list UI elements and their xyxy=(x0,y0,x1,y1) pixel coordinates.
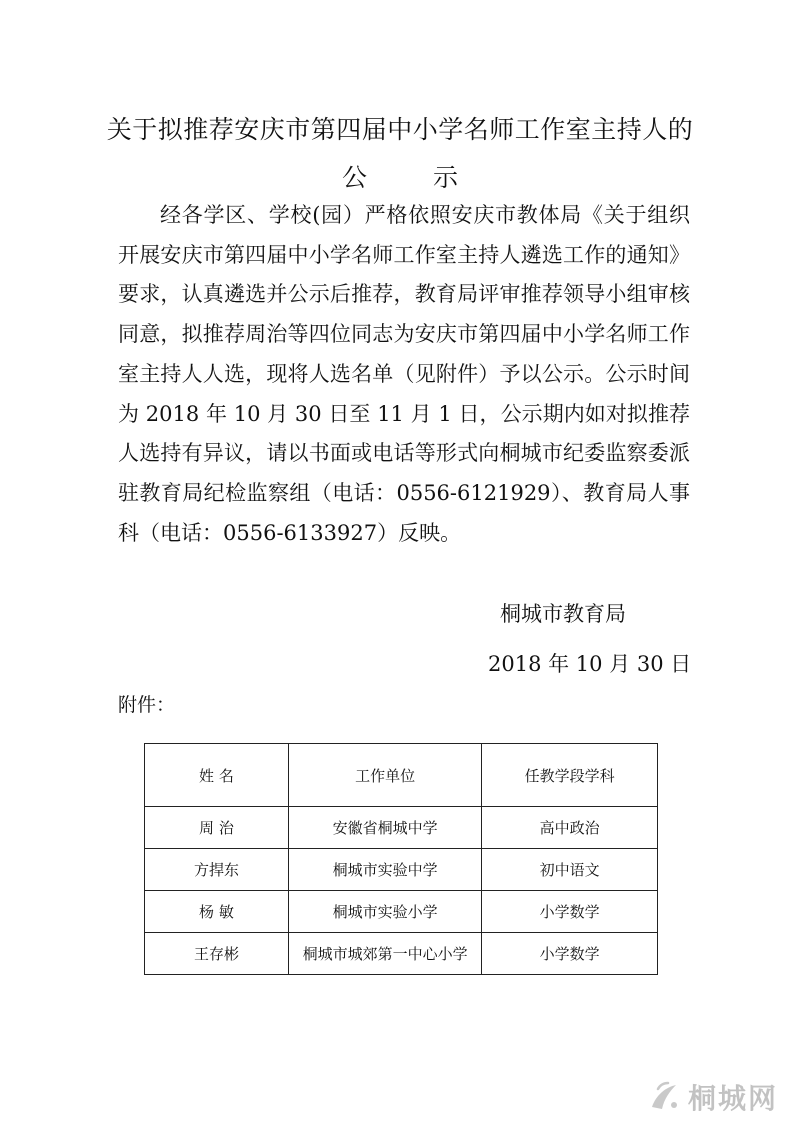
cell-name: 方捍东 xyxy=(145,849,289,891)
issuer-signature: 桐城市教育局 xyxy=(500,602,626,626)
cell-name: 杨 敏 xyxy=(145,891,289,933)
cell-unit: 桐城市城郊第一中心小学 xyxy=(288,933,481,975)
table-header-row xyxy=(145,744,658,807)
cell-unit: 桐城市实验中学 xyxy=(288,849,481,891)
notice-body: 经各学区、学校(园）严格依照安庆市教体局《关于组织开展安庆市第四届中小学名师工作室主持人遴选工作的通知》要求，认真遴选并公示后推荐，教育局评审推荐领导小组审核同意，拟推荐周治等四位同志为安庆市第四届中小学名师工作室主持人人选，现将人选名单（见附件）予以公示。公示时间为 2018 年 10 月 30 日至 11 月 1 日，公示期内如对拟推荐人选持有异议，请以书面或电话等形式向桐城市纪委监察委派驻教育局纪检监察组（电话：0556-6121929）、教育局人事科（电话：0556-6133927）反映。 xyxy=(118,203,690,545)
cell-subject: 初中语文 xyxy=(482,849,658,891)
table-row xyxy=(145,933,658,975)
cell-subject: 高中政治 xyxy=(482,807,658,849)
issue-date: 2018 年 10 月 30 日 xyxy=(488,652,692,676)
site-logo-icon xyxy=(644,1077,684,1117)
table-row xyxy=(145,849,658,891)
header-subject: 任教学段学科 xyxy=(482,744,658,807)
table-row xyxy=(145,891,658,933)
cell-subject: 小学数学 xyxy=(482,891,658,933)
table-row xyxy=(145,807,658,849)
cell-name: 王存彬 xyxy=(145,933,289,975)
cell-unit: 桐城市实验小学 xyxy=(288,891,481,933)
cell-subject: 小学数学 xyxy=(482,933,658,975)
document-title: 关于拟推荐安庆市第四届中小学名师工作室主持人的 xyxy=(106,115,694,144)
attachment-label: 附件： xyxy=(118,694,176,716)
candidate-table xyxy=(144,743,658,975)
cell-unit: 安徽省桐城中学 xyxy=(288,807,481,849)
header-unit: 工作单位 xyxy=(288,744,481,807)
cell-name: 周 治 xyxy=(145,807,289,849)
document-title-subline: 公示 xyxy=(341,163,524,192)
header-name: 姓 名 xyxy=(145,744,289,807)
site-watermark xyxy=(644,1077,778,1117)
watermark-text: 桐城网 xyxy=(687,1082,778,1115)
